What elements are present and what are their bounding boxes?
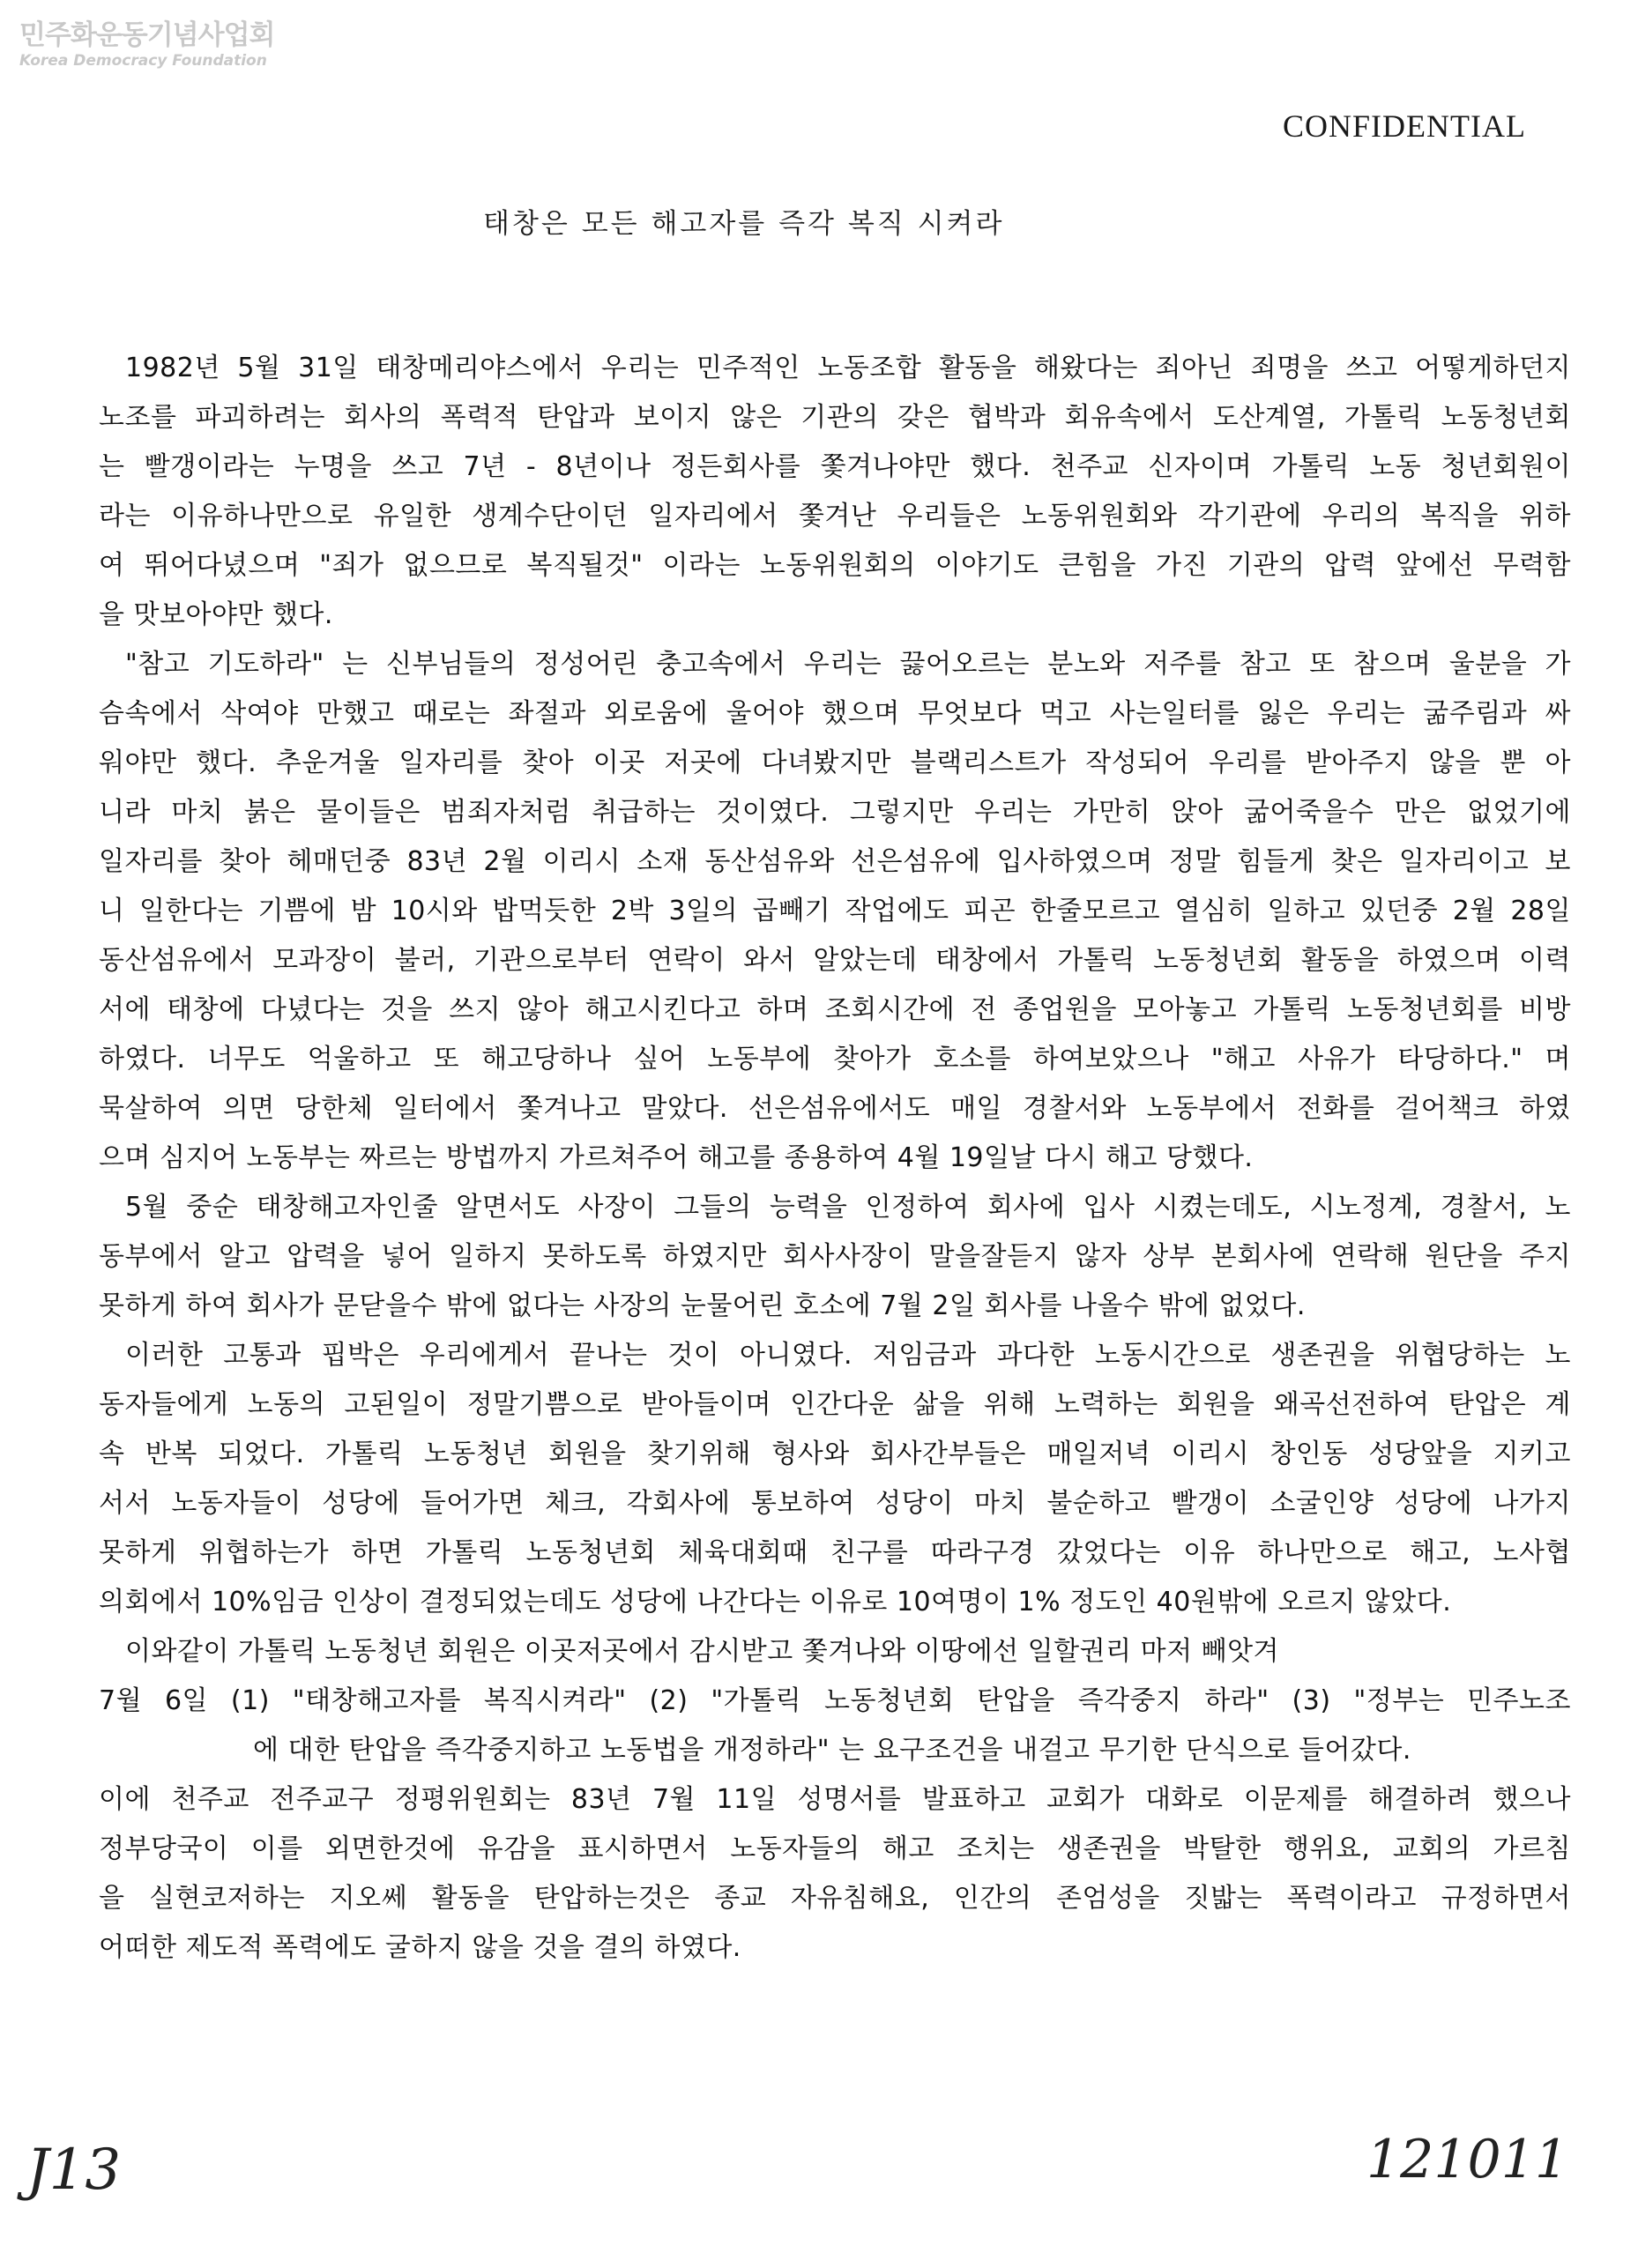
body-line: 어떠한 제도적 폭력에도 굴하지 않을 것을 결의 하였다. — [99, 1932, 741, 1963]
document-body — [99, 344, 1571, 1973]
body-line: 묵살하여 의면 당한체 일터에서 쫓겨나고 말았다. 선은섬유에서도 매일 경찰서와 노동부에서 전화를 걸어책크 하였 — [99, 1093, 1571, 1124]
body-line: 속 반복 되었다. 가톨릭 노동청년 회원을 찾기위해 형사와 회사간부들은 매일저녁 이리시 창인동 성당앞을 지키고 — [99, 1439, 1571, 1469]
body-line: 이와같이 가톨릭 노동청년 회원은 이곳저곳에서 감시받고 쫓겨나와 이땅에선 일할권리 마저 빼앗겨 — [125, 1636, 1280, 1667]
body-line: 하였다. 너무도 억울하고 또 해고당하나 싶어 노동부에 찾아가 호소를 하여보았으나 "해고 사유가 타당하다." 며 — [99, 1044, 1571, 1075]
body-line: 라는 이유하나만으로 유일한 생계수단이던 일자리에서 쫓겨난 우리들은 노동위원회와 각기관에 우리의 복직을 위하 — [99, 501, 1571, 532]
body-line: 노조를 파괴하려는 회사의 폭력적 탄압과 보이지 않은 기관의 갖은 협박과 회유속에서 도산계열, 가톨릭 노동청년회 — [99, 402, 1571, 433]
body-line: 의회에서 10%임금 인상이 결정되었는데도 성당에 나간다는 이유로 10여명이 1% 정도인 40원밖에 오르지 않았다. — [99, 1587, 1452, 1617]
watermark-korean: 민주화운동기념사업회 — [19, 19, 275, 51]
body-line: 서서 노동자들이 성당에 들어가면 체크, 각회사에 통보하여 성당이 마치 불순하고 빨갱이 소굴인양 성당에 나가지 — [99, 1488, 1571, 1519]
body-line: 정부당국이 이를 외면한것에 유감을 표시하면서 노동자들의 해고 조치는 생존권을 박탈한 행위요, 교회의 가르침 — [99, 1833, 1571, 1864]
body-line: 을 맛보아야만 했다. — [99, 599, 333, 630]
body-line: 이러한 고통과 핍박은 우리에게서 끝나는 것이 아니였다. 저임금과 과다한 노동시간으로 생존권을 위협당하는 노 — [125, 1340, 1571, 1371]
watermark-logo — [19, 12, 275, 70]
handwritten-file-code: J13 — [26, 2138, 122, 2203]
body-line: 5월 중순 태창해고자인줄 알면서도 사장이 그들의 능력을 인정하여 회사에 입사 시켰는데도, 시노정계, 경찰서, 노 — [125, 1192, 1571, 1223]
body-line: 이에 천주교 전주교구 정평위원회는 83년 7월 11일 성명서를 발표하고 교회가 대화로 이문제를 해결하려 했으나 — [99, 1784, 1571, 1815]
body-line: 을 실현코저하는 지오쎄 활동을 탄압하는것은 종교 자유침해요, 인간의 존엄성을 짓밟는 폭력이라고 규정하면서 — [99, 1883, 1571, 1914]
body-line: 동산섬유에서 모과장이 불러, 기관으로부터 연락이 와서 알았는데 태창에서 가톨릭 노동청년회 활동을 하였으며 이력 — [99, 945, 1571, 976]
body-line: 동자들에게 노동의 고된일이 정말기쁨으로 받아들이며 인간다운 삶을 위해 노력하는 회원을 왜곡선전하여 탄압은 계 — [99, 1389, 1571, 1420]
body-line: 못하게 위협하는가 하면 가톨릭 노동청년회 체육대회때 친구를 따라구경 갔었다는 이유 하나만으로 해고, 노사협 — [99, 1537, 1571, 1568]
body-line: 여 뛰어다녔으며 "죄가 없으므로 복직될것" 이라는 노동위원회의 이야기도 큰힘을 가진 기관의 압력 앞에선 무력함 — [99, 550, 1571, 581]
watermark-english: Korea Democracy Foundation — [19, 52, 267, 70]
body-line: "참고 기도하라" 는 신부님들의 정성어린 충고속에서 우리는 끓어오르는 분노와 저주를 참고 또 참으며 울분을 가 — [125, 649, 1571, 680]
body-line: 동부에서 알고 압력을 넣어 일하지 못하도록 하였지만 회사사장이 말을잘듣지 않자 상부 본회사에 연락해 원단을 주지 — [99, 1241, 1571, 1272]
body-line: 워야만 했다. 추운겨울 일자리를 찾아 이곳 저곳에 다녀봤지만 블랙리스트가 작성되어 우리를 받아주지 않을 뿐 아 — [99, 747, 1571, 778]
document-title: 태창은 모든 해고자를 즉각 복직 시켜라 — [483, 208, 1005, 240]
body-line: 7월 6일 (1) "태창해고자를 복직시켜라" (2) "가톨릭 노동청년회 탄압을 즉각중지 하라" (3) "정부는 민주노조 — [99, 1685, 1571, 1716]
body-line: 슴속에서 삭여야 만했고 때로는 좌절과 외로움에 울어야 했으며 무엇보다 먹고 사는일터를 잃은 우리는 굶주림과 싸 — [99, 698, 1571, 729]
body-line: 는 빨갱이라는 누명을 쓰고 7년 - 8년이나 정든회사를 쫓겨나야만 했다. 천주교 신자이며 가톨릭 노동 청년회원이 — [99, 451, 1571, 482]
handwritten-page-number: 121011 — [1366, 2129, 1569, 2190]
body-line: 니라 마치 붉은 물이들은 범죄자처럼 취급하는 것이였다. 그렇지만 우리는 가만히 앉아 굶어죽을수 만은 없었기에 — [99, 797, 1571, 828]
body-line: 서에 태창에 다녔다는 것을 쓰지 않아 해고시킨다고 하며 조회시간에 전 종업원을 모아놓고 가톨릭 노동청년회를 비방 — [99, 994, 1571, 1025]
confidential-stamp: CONFIDENTIAL — [1283, 108, 1526, 144]
body-line: 니 일한다는 기쁨에 밤 10시와 밥먹듯한 2박 3일의 곱빼기 작업에도 피곤 한줄모르고 열심히 일하고 있던중 2월 28일 — [99, 896, 1571, 926]
body-line: 못하게 하여 회사가 문닫을수 밖에 없다는 사장의 눈물어린 호소에 7월 2일 회사를 나올수 밖에 없었다. — [99, 1290, 1306, 1321]
body-line: 에 대한 탄압을 즉각중지하고 노동법을 개정하라" 는 요구조건을 내걸고 무기한 단식으로 들어갔다. — [253, 1735, 1411, 1766]
body-line: 으며 심지어 노동부는 짜르는 방법까지 가르쳐주어 해고를 종용하여 4월 19일날 다시 해고 당했다. — [99, 1142, 1254, 1173]
body-line: 일자리를 찾아 헤매던중 83년 2월 이리시 소재 동산섬유와 선은섬유에 입사하였으며 정말 힘들게 찾은 일자리이고 보 — [99, 846, 1571, 877]
body-line: 1982년 5월 31일 태창메리야스에서 우리는 민주적인 노동조합 활동을 해왔다는 죄아닌 죄명을 쓰고 어떻게하던지 — [125, 353, 1571, 383]
